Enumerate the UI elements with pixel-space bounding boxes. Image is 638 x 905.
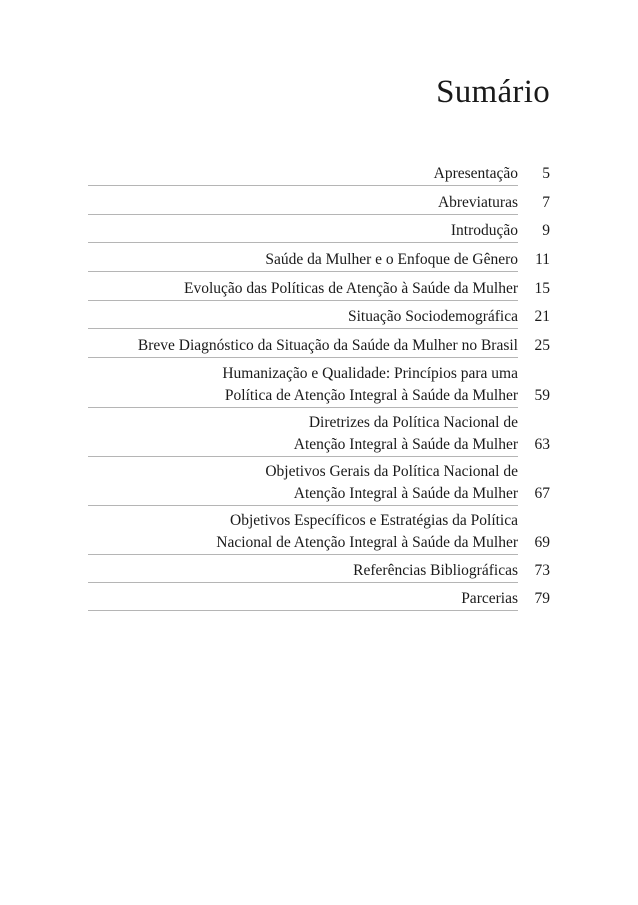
toc-entry[interactable] <box>88 414 550 457</box>
leader-line <box>88 610 518 611</box>
toc-entry-title: Situação Sociodemográfica <box>347 308 518 325</box>
toc-entry-page: 11 <box>535 251 550 268</box>
leader-line <box>88 407 518 408</box>
toc-entry-page: 73 <box>534 562 550 579</box>
leader-line <box>88 185 518 186</box>
leader-line <box>88 456 518 457</box>
toc-entry[interactable] <box>88 164 550 186</box>
leader-line <box>88 214 518 215</box>
toc-entry-page: 25 <box>534 337 550 354</box>
toc-entry-page: 79 <box>534 590 550 607</box>
leader-line <box>88 242 518 243</box>
toc-entry-page: 21 <box>534 308 550 325</box>
toc-entry-page: 67 <box>534 485 550 502</box>
toc-entry-title: Evolução das Políticas de Atenção à Saúde da Mulher <box>183 280 518 297</box>
toc-entry[interactable] <box>88 365 550 408</box>
leader-line <box>88 554 518 555</box>
toc-entry-title: Objetivos Específicos e Estratégias da Política Nacional de Atenção Integral à Saúde da Mulher <box>216 512 518 551</box>
toc-entry[interactable] <box>88 250 550 272</box>
toc-entry[interactable] <box>88 279 550 301</box>
toc-entry-title: Saúde da Mulher e o Enfoque de Gênero <box>265 251 518 268</box>
toc-entry-title: Parcerias <box>461 590 518 607</box>
toc-entry-page: 5 <box>542 165 550 182</box>
toc-entry[interactable] <box>88 463 550 506</box>
toc-entry-page: 7 <box>542 194 550 211</box>
toc-entry[interactable] <box>88 221 550 243</box>
leader-line <box>88 328 518 329</box>
toc-entry[interactable] <box>88 193 550 215</box>
toc-entry[interactable] <box>88 589 550 611</box>
toc-entry[interactable] <box>88 307 550 329</box>
toc-entry-page: 69 <box>534 534 550 551</box>
toc-entry-title: Referências Bibliográficas <box>353 562 518 579</box>
toc-entry-title: Diretrizes da Política Nacional de Atenção Integral à Saúde da Mulher <box>293 414 518 453</box>
toc-entry[interactable] <box>88 336 550 358</box>
toc-entry-title: Objetivos Gerais da Política Nacional de Atenção Integral à Saúde da Mulher <box>265 463 518 502</box>
toc-entry[interactable] <box>88 512 550 555</box>
toc-entry-title: Humanização e Qualidade: Princípios para uma Política de Atenção Integral à Saúde da Mulher <box>222 365 518 404</box>
leader-line <box>88 357 518 358</box>
toc-entry-title: Introdução <box>450 222 518 239</box>
toc-entry-page: 59 <box>534 387 550 404</box>
leader-line <box>88 505 518 506</box>
toc-entry-page: 9 <box>542 222 550 239</box>
toc-entry-page: 63 <box>534 436 550 453</box>
leader-line <box>88 300 518 301</box>
page-title: Sumário <box>436 74 550 110</box>
toc-entry-page: 15 <box>534 280 550 297</box>
toc-entry-title: Abreviaturas <box>437 194 518 211</box>
toc-entry[interactable] <box>88 561 550 583</box>
leader-line <box>88 271 518 272</box>
toc-entry-title: Apresentação <box>433 165 518 182</box>
toc-entry-title: Breve Diagnóstico da Situação da Saúde da Mulher no Brasil <box>137 337 518 354</box>
leader-line <box>88 582 518 583</box>
